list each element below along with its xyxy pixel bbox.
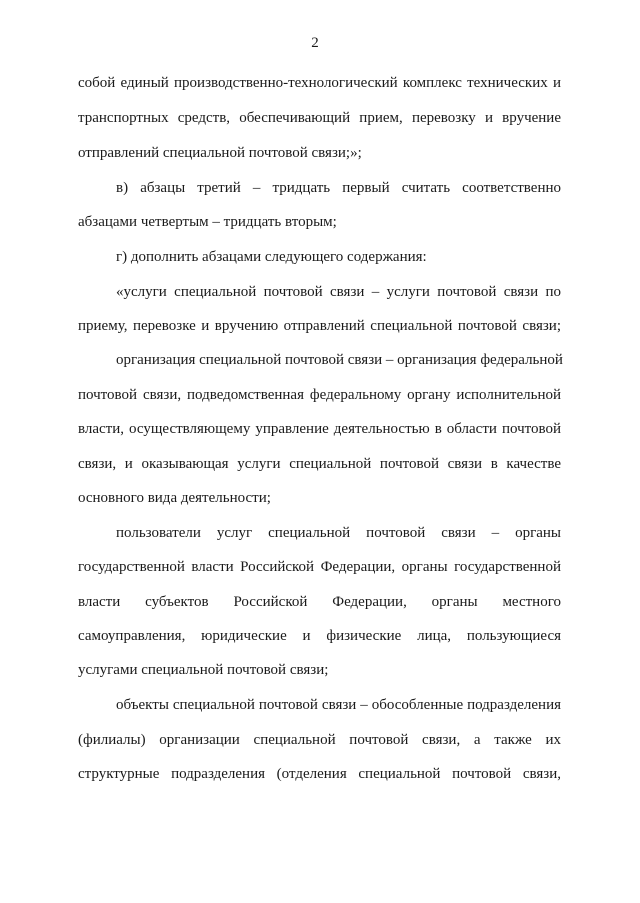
text-line: г) дополнить абзацами следующего содержания: — [116, 249, 427, 265]
text-line: в) абзацы третий – тридцать первый считать соответственно — [116, 180, 561, 196]
text-line: транспортных средств, обеспечивающий прием, перевозку и вручение — [78, 110, 561, 126]
text-line: «услуги специальной почтовой связи – услуги почтовой связи по — [116, 284, 561, 300]
text-line: (филиалы) организации специальной почтовой связи, а также их — [78, 732, 561, 748]
text-line: власти субъектов Российской Федерации, органы местного — [78, 594, 561, 610]
text-line: объекты специальной почтовой связи – обособленные подразделения — [116, 697, 561, 713]
text-line: основного вида деятельности; — [78, 490, 271, 506]
text-line: услугами специальной почтовой связи; — [78, 662, 329, 678]
text-line: почтовой связи, подведомственная федеральному органу исполнительной — [78, 387, 561, 403]
text-line: власти, осуществляющему управление деятельностью в области почтовой — [78, 421, 561, 437]
text-line: связи, и оказывающая услуги специальной почтовой связи в качестве — [78, 456, 561, 472]
text-line: отправлений специальной почтовой связи;»; — [78, 145, 362, 161]
text-line: абзацами четвертым – тридцать вторым; — [78, 214, 337, 230]
text-line: приему, перевозке и вручению отправлений специальной почтовой связи; — [78, 318, 561, 334]
text-line: структурные подразделения (отделения специальной почтовой связи, — [78, 766, 561, 782]
text-line: пользователи услуг специальной почтовой связи – органы — [116, 525, 561, 541]
text-line: собой единый производственно-технологический комплекс технических и — [78, 75, 561, 91]
page-number: 2 — [311, 35, 319, 51]
text-line: организация специальной почтовой связи – организация федеральной — [116, 352, 563, 368]
text-line: самоуправления, юридические и физические лица, пользующиеся — [78, 628, 561, 644]
text-line: государственной власти Российской Федерации, органы государственной — [78, 559, 561, 575]
